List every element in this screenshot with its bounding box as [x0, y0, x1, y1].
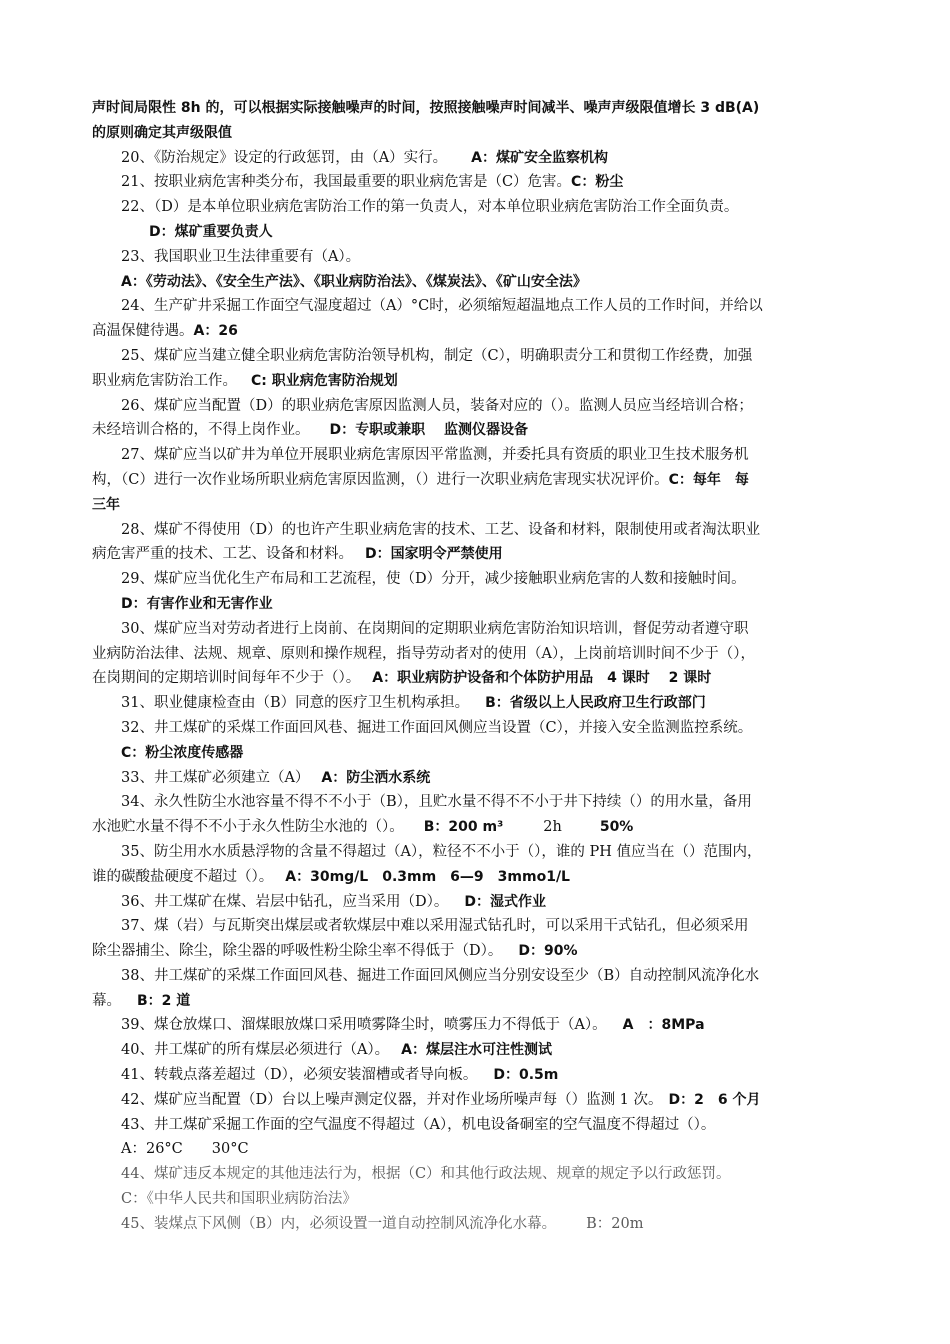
question-35-cont	[92, 865, 868, 890]
question-text: 40、井工煤矿的所有煤层必须进行（A）。	[121, 1042, 390, 1059]
answer-text: B：2 道	[137, 992, 191, 1009]
answer-line	[92, 270, 868, 295]
question-34	[92, 790, 868, 815]
question-text: 职业病危害防治工作。	[92, 372, 237, 389]
answer-text: 50%	[599, 819, 634, 836]
question-38-cont	[92, 989, 868, 1014]
question-text: 37、煤（岩）与瓦斯突出煤层或者软煤层中难以采用湿式钻孔时，可以采用干式钻孔，但必须采用	[121, 918, 749, 935]
question-text: 30、煤矿应当对劳动者进行上岗前、在岗期间的定期职业病危害防治知识培训，督促劳动者遵守职	[121, 620, 749, 637]
question-30	[92, 617, 868, 642]
answer-text: A ：8MPa	[622, 1017, 705, 1034]
question-text: 21、按职业病危害种类分布，我国最重要的职业病危害是（C）危害。	[121, 174, 572, 191]
question-text: 42、煤矿应当配置（D）台以上噪声测定仪器，并对作业场所噪声每（）监测 1 次。	[121, 1091, 663, 1108]
question-text: 29、煤矿应当优化生产布局和工艺流程，使（D）分开，减少接触职业病危害的人数和接触时间。	[121, 571, 746, 588]
question-25	[92, 344, 868, 369]
question-text: 35、防尘用水水质悬浮物的含量不得超过（A），粒径不不小于（），谁的 PH 值应当在（）范围内，	[121, 843, 762, 860]
question-28	[92, 518, 868, 543]
answer-text: D：0.5m	[493, 1067, 559, 1084]
question-37	[92, 914, 868, 939]
question-text: 38、井工煤矿的采煤工作面回风巷、掘进工作面回风侧应当分别安设至少（B）自动控制风流净化水	[121, 967, 760, 984]
question-28-cont	[92, 542, 868, 567]
answer-text: D：90%	[518, 943, 578, 960]
question-45	[92, 1212, 868, 1237]
answer-line	[92, 741, 868, 766]
answer-text: B：省级以上人民政府卫生行政部门	[485, 695, 706, 712]
question-text: 36、井工煤矿在煤、岩层中钻孔，应当采用（D）。	[121, 893, 449, 910]
question-41	[92, 1063, 868, 1088]
answer-text: D：国家明令严禁使用	[365, 546, 503, 563]
answer-text: 2h	[543, 819, 562, 836]
answer-text: D：湿式作业	[464, 893, 546, 910]
question-27-cont	[92, 468, 868, 493]
question-text: 31、职业健康检查由（B）同意的医疗卫生机构承担。	[121, 695, 470, 712]
answer-text: C: 职业病危害防治规划	[251, 372, 398, 389]
question-text: 除尘器捕尘、除尘，除尘器的呼吸性粉尘除尘率不得低于（D）。	[92, 943, 503, 960]
answer-line	[92, 1187, 868, 1212]
question-31	[92, 691, 868, 716]
answer-text: B：200 m³	[423, 819, 504, 836]
question-26	[92, 394, 868, 419]
question-text: 28、煤矿不得使用（D）的也许产生职业病危害的技术、工艺、设备和材料，限制使用或者淘汰职业	[121, 521, 761, 538]
answer-text: A：《劳动法》、《安全生产法》、《职业病防治法》、《煤炭法》、《矿山安全法》	[121, 273, 587, 290]
question-text: 幕。	[92, 992, 121, 1009]
answer-text: A：26	[193, 323, 238, 340]
question-24	[92, 294, 868, 319]
question-text: 25、煤矿应当建立健全职业病危害防治领导机构，制定（C），明确职责分工和贯彻工作经费，加强	[121, 347, 753, 364]
question-text: 构，（C）进行一次作业场所职业病危害原因监测，（）进行一次职业病危害现实状况评价。	[92, 471, 669, 488]
question-39	[92, 1013, 868, 1038]
question-text: 26、煤矿应当配置（D）的职业病危害原因监测人员，装备对应的（）。监测人员应当经培训合格；	[121, 397, 753, 414]
answer-text: D：有害作业和无害作业	[121, 595, 273, 612]
question-22	[92, 195, 868, 220]
question-text: 33、井工煤矿必须建立（A）	[121, 769, 310, 786]
question-text: 谁的碳酸盐硬度不超过（）。	[92, 868, 274, 885]
question-25-cont	[92, 369, 868, 394]
question-text: 44、煤矿违反本规定的其他违法行为，根据（C）和其他行政法规、规章的规定予以行政惩罚。	[121, 1166, 731, 1183]
question-36	[92, 890, 868, 915]
answer-text: C：粉尘浓度传感器	[121, 744, 244, 761]
answer-text: C：《中华人民共和国职业病防治法》	[121, 1191, 357, 1208]
answer-text: D：2 6 个月	[668, 1091, 761, 1108]
question-29	[92, 567, 868, 592]
answer-text: C：每年 每	[668, 471, 749, 488]
question-30-cont	[92, 666, 868, 691]
text-line: 声时间局限性 8h 的，可以根据实际接触噪声的时间，按照接触噪声时间减半、噪声声级限值增长 3 dB(A)	[92, 100, 760, 116]
question-37-cont	[92, 939, 868, 964]
text-line: 的原则确定其声级限值	[92, 124, 232, 141]
question-27	[92, 443, 868, 468]
question-text: 22、（D）是本单位职业病危害防治工作的第一负责人，对本单位职业病危害防治工作全面负责。	[121, 199, 739, 216]
answer-line	[92, 493, 868, 518]
answer-text: A：30mg/L 0.3mm 6—9 3mmo1/L	[285, 868, 570, 885]
question-30-cont	[92, 642, 868, 667]
question-text: 高温保健待遇。	[92, 323, 194, 340]
question-text: 未经培训合格的，不得上岗作业。	[92, 422, 310, 439]
question-21	[92, 170, 868, 195]
question-32	[92, 716, 868, 741]
document-page	[92, 96, 868, 1237]
question-34-cont	[92, 815, 868, 840]
answer-line	[92, 220, 868, 245]
question-42	[92, 1088, 868, 1113]
question-text: 24、生产矿井采掘工作面空气湿度超过（A）°C时，必须缩短超温地点工作人员的工作时间，并给以	[121, 298, 763, 315]
answer-text: B：20m	[586, 1215, 644, 1232]
question-text: 20、《防治规定》设定的行政惩罚，由（A）实行。	[121, 149, 448, 166]
question-text: 45、装煤点下风侧（B）内，必须设置一道自动控制风流净化水幕。	[121, 1215, 557, 1232]
question-text: 39、煤仓放煤口、溜煤眼放煤口采用喷雾降尘时，喷雾压力不得低于（A）。	[121, 1017, 607, 1034]
answer-text: D：专职或兼职 监测仪器设备	[329, 422, 528, 439]
answer-text: 三年	[92, 496, 120, 513]
question-text: 27、煤矿应当以矿井为单位开展职业病危害原因平常监测，并委托具有资质的职业卫生技术服务机	[121, 447, 749, 464]
answer-text: A：煤矿安全监察机构	[471, 149, 609, 166]
question-24-cont	[92, 319, 868, 344]
question-33	[92, 766, 868, 791]
answer-text: A：职业病防护设备和个体防护用品 4 课时 2 课时	[372, 670, 712, 687]
question-35	[92, 840, 868, 865]
question-text: 业病防治法律、法规、规章、原则和操作规程，指导劳动者对的使用（A），上岗前培训时间不少于（），	[92, 645, 755, 662]
answer-line	[92, 592, 868, 617]
question-text: 水池贮水量不得不不小于永久性防尘水池的（）。	[92, 819, 404, 836]
answer-line	[92, 1137, 868, 1162]
question-40	[92, 1038, 868, 1063]
answer-text: A：26°C 30°C	[121, 1141, 249, 1158]
question-text: 23、我国职业卫生法律重要有（A）。	[121, 248, 361, 265]
answer-text: C：粉尘	[571, 174, 624, 191]
answer-text: A：防尘洒水系统	[321, 769, 431, 786]
question-43	[92, 1113, 868, 1138]
question-38	[92, 964, 868, 989]
question-text: 在岗期间的定期培训时间每年不少于（）。	[92, 670, 361, 687]
question-20	[92, 146, 868, 171]
question-text: 病危害严重的技术、工艺、设备和材料。	[92, 546, 353, 563]
question-text: 41、转载点落差超过（D），必须安装溜槽或者导向板。	[121, 1067, 478, 1084]
question-text: 34、永久性防尘水池容量不得不不小于（B），且贮水量不得不不小于井下持续（）的用水量，备用	[121, 794, 752, 811]
answer-text: D：煤矿重要负责人	[149, 223, 273, 240]
question-text: 43、井工煤矿采掘工作面的空气温度不得超过（A），机电设备硐室的空气温度不得超过（）。	[121, 1116, 716, 1133]
question-26-cont	[92, 418, 868, 443]
question-text: 32、井工煤矿的采煤工作面回风巷、掘进工作面回风侧应当设置（C），并接入安全监测监控系统。	[121, 719, 753, 736]
question-44	[92, 1162, 868, 1187]
answer-text: A：煤层注水可注性测试	[401, 1042, 553, 1059]
question-23	[92, 245, 868, 270]
